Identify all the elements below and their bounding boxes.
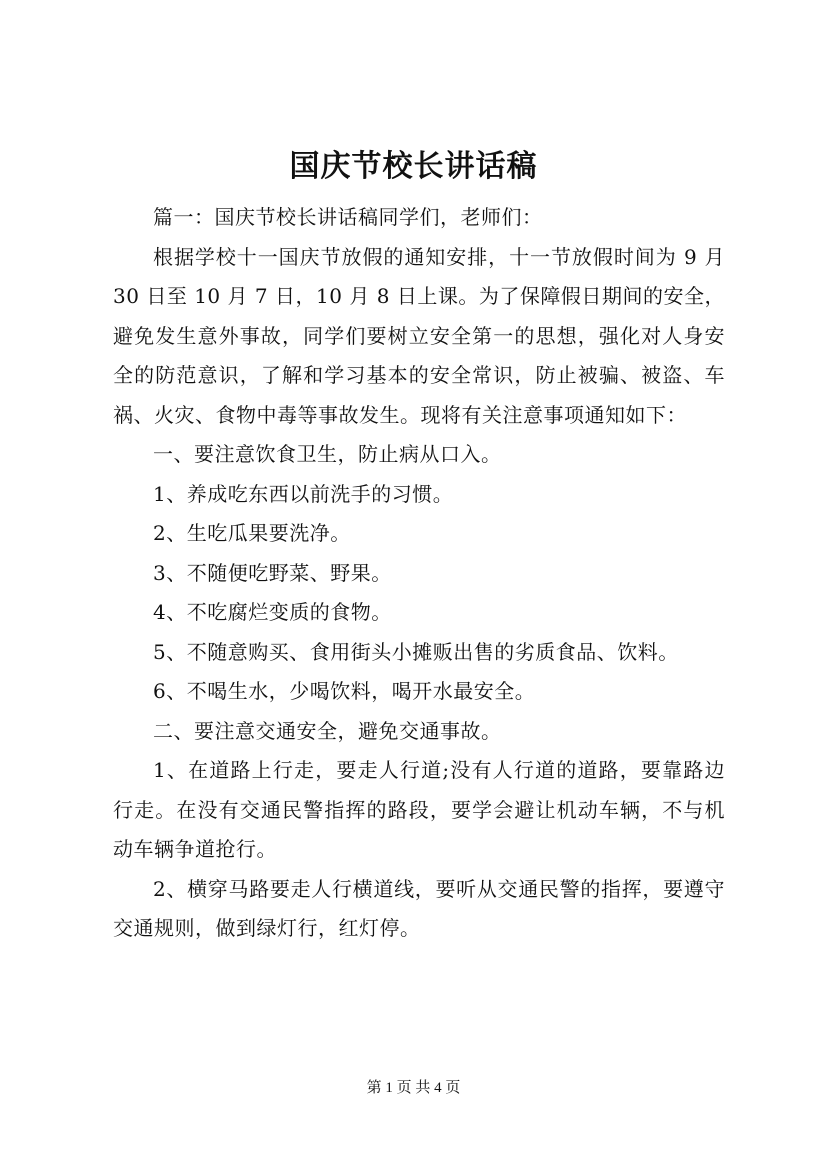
paragraph: 5、不随意购买、食用街头小摊贩出售的劣质食品、饮料。: [153, 639, 679, 664]
paragraph: 1、养成吃东西以前洗手的习惯。: [153, 481, 454, 506]
page-footer: 第 1 页 共 4 页: [366, 1080, 461, 1096]
paragraph: 一、要注意饮食卫生，防止病从口入。: [153, 442, 502, 466]
paragraph: 2、生吃瓜果要洗净。: [153, 521, 351, 545]
paragraph: 2、横穿马路要走人行横道线，要听从交通民警的指挥，要遵守交通规则，做到绿灯行，红灯停。: [113, 876, 725, 940]
paragraph: 二、要注意交通安全，避免交通事故。: [153, 718, 502, 743]
document-title: 国庆节校长讲话稿: [289, 149, 538, 184]
document-body: [113, 198, 725, 949]
paragraph: 6、不喝生水，少喝饮料，喝开水最安全。: [153, 679, 536, 703]
paragraph: 根据学校十一国庆节放假的通知安排，十一节放假时间为 9 月 30 日至 10 月 7 日，10 月 8 日上课。为了保障假日期间的安全，避免发生意外事故，同学们要树立安全第一的思想，强化对人身安全的防范意识，了解和学习基本的安全常识，防止被骗、被盗、车祸、火灾、食物中毒等事故发生。现将有关注意事项通知如下：: [113, 244, 725, 427]
paragraph: 1、在道路上行走，要走人行道;没有人行道的道路，要靠路边行走。在没有交通民警指挥的路段，要学会避让机动车辆，不与机动车辆争道抢行。: [113, 758, 725, 861]
paragraph: 4、不吃腐烂变质的食物。: [153, 600, 392, 624]
paragraph: 篇一：国庆节校长讲话稿同学们，老师们：: [153, 205, 543, 229]
paragraph: 3、不随便吃野菜、野果。: [153, 560, 392, 585]
